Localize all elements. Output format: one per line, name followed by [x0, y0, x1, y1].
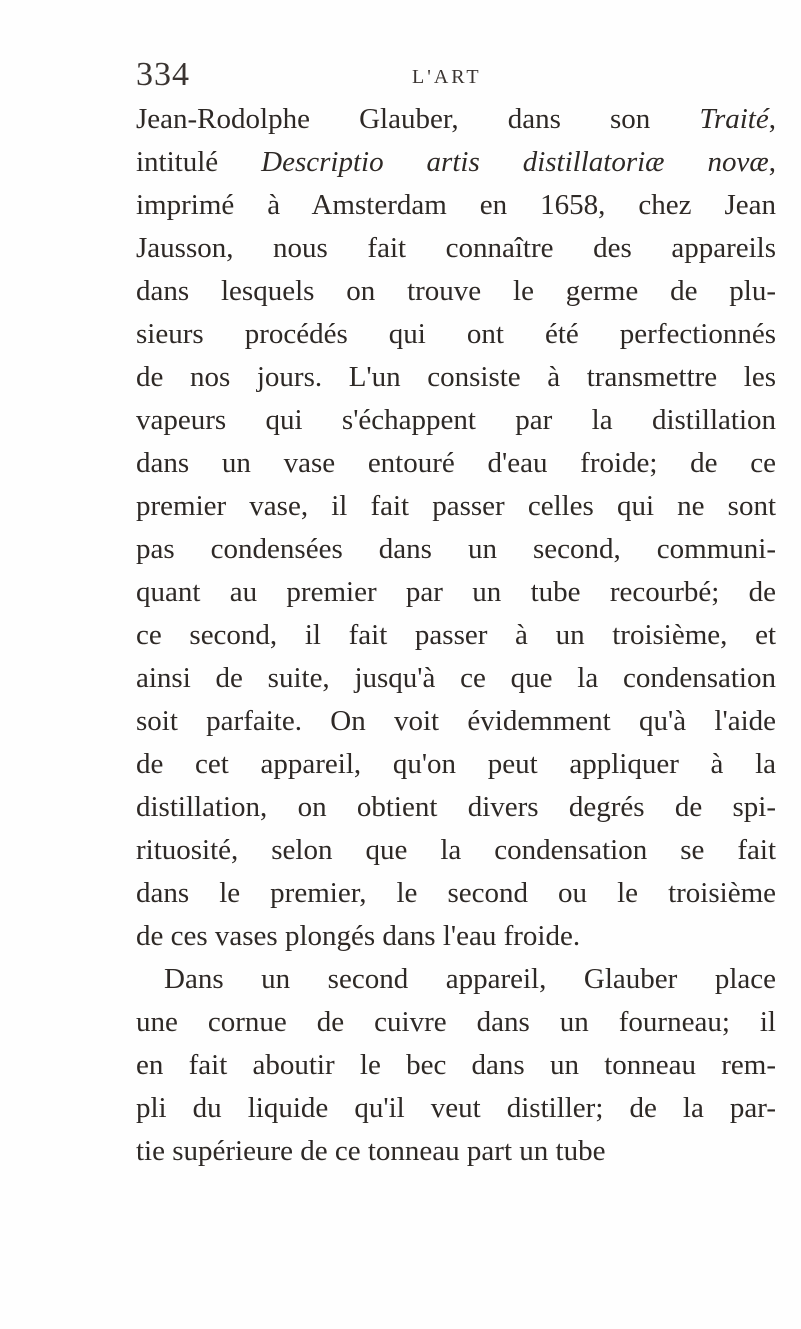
body-text — [136, 98, 776, 1173]
text-run: imprimé à Amsterdam en 1658, chez Jean — [136, 189, 776, 221]
text-run: dans le premier, le second ou le troisième — [136, 877, 776, 909]
text-run: rituosité, selon que la condensation se fait — [136, 834, 776, 866]
text-run: sieurs procédés qui ont été perfectionnés — [136, 318, 776, 350]
text-line — [136, 657, 776, 700]
running-head: L'ART — [412, 66, 482, 88]
text-line — [136, 313, 776, 356]
text-run: pas condensées dans un second, communi- — [136, 533, 776, 565]
text-run: quant au premier par un tube recourbé; de — [136, 576, 776, 608]
text-line — [136, 915, 776, 958]
text-run: pli du liquide qu'il veut distiller; de la par- — [136, 1092, 776, 1124]
text-line — [136, 571, 776, 614]
text-line — [136, 700, 776, 743]
text-line — [136, 743, 776, 786]
text-run: de nos jours. L'un consiste à transmettre les — [136, 361, 776, 393]
text-run: dans lesquels on trouve le germe de plu- — [136, 275, 776, 307]
italic-text: Traité — [699, 103, 769, 135]
paragraph — [136, 98, 776, 958]
text-line — [136, 958, 776, 1001]
text-run: intitulé — [136, 146, 262, 178]
text-run: , — [768, 103, 776, 135]
text-line — [136, 442, 776, 485]
text-run: vapeurs qui s'échappent par la distillation — [136, 404, 776, 436]
text-line — [136, 270, 776, 313]
text-line — [136, 1044, 776, 1087]
text-line — [136, 829, 776, 872]
text-run: ainsi de suite, jusqu'à ce que la condensation — [136, 662, 776, 694]
text-run: , — [768, 146, 776, 178]
text-run: de ces vases plongés dans l'eau froide. — [136, 920, 581, 952]
text-run: tie supérieure de ce tonneau part un tube — [136, 1135, 606, 1167]
text-run: distillation, on obtient divers degrés de spi- — [136, 791, 776, 823]
text-line — [136, 399, 776, 442]
text-line — [136, 872, 776, 915]
text-run: Dans un second appareil, Glauber place — [164, 963, 776, 995]
italic-text: Descriptio artis distillatoriæ novæ — [261, 146, 769, 178]
text-line — [136, 1130, 776, 1173]
paragraph — [136, 958, 776, 1173]
text-line — [136, 184, 776, 227]
text-line — [136, 1001, 776, 1044]
text-run: une cornue de cuivre dans un fourneau; il — [136, 1006, 776, 1038]
text-run: ce second, il fait passer à un troisième, et — [136, 619, 776, 651]
text-run: Jean-Rodolphe Glauber, dans son — [136, 103, 700, 135]
text-run: de cet appareil, qu'on peut appliquer à la — [136, 748, 776, 780]
text-run: dans un vase entouré d'eau froide; de ce — [136, 447, 776, 479]
page-number: 334 — [136, 56, 190, 93]
text-line — [136, 1087, 776, 1130]
text-line — [136, 356, 776, 399]
text-run: en fait aboutir le bec dans un tonneau rem- — [136, 1049, 776, 1081]
page-header — [136, 56, 786, 100]
text-line — [136, 528, 776, 571]
text-line — [136, 786, 776, 829]
text-line — [136, 485, 776, 528]
text-run: soit parfaite. On voit évidemment qu'à l'aide — [136, 705, 776, 737]
text-run: premier vase, il fait passer celles qui ne sont — [136, 490, 776, 522]
text-line — [136, 98, 776, 141]
text-run: Jausson, nous fait connaître des appareils — [136, 232, 776, 264]
text-line — [136, 614, 776, 657]
text-line — [136, 227, 776, 270]
text-line — [136, 141, 776, 184]
